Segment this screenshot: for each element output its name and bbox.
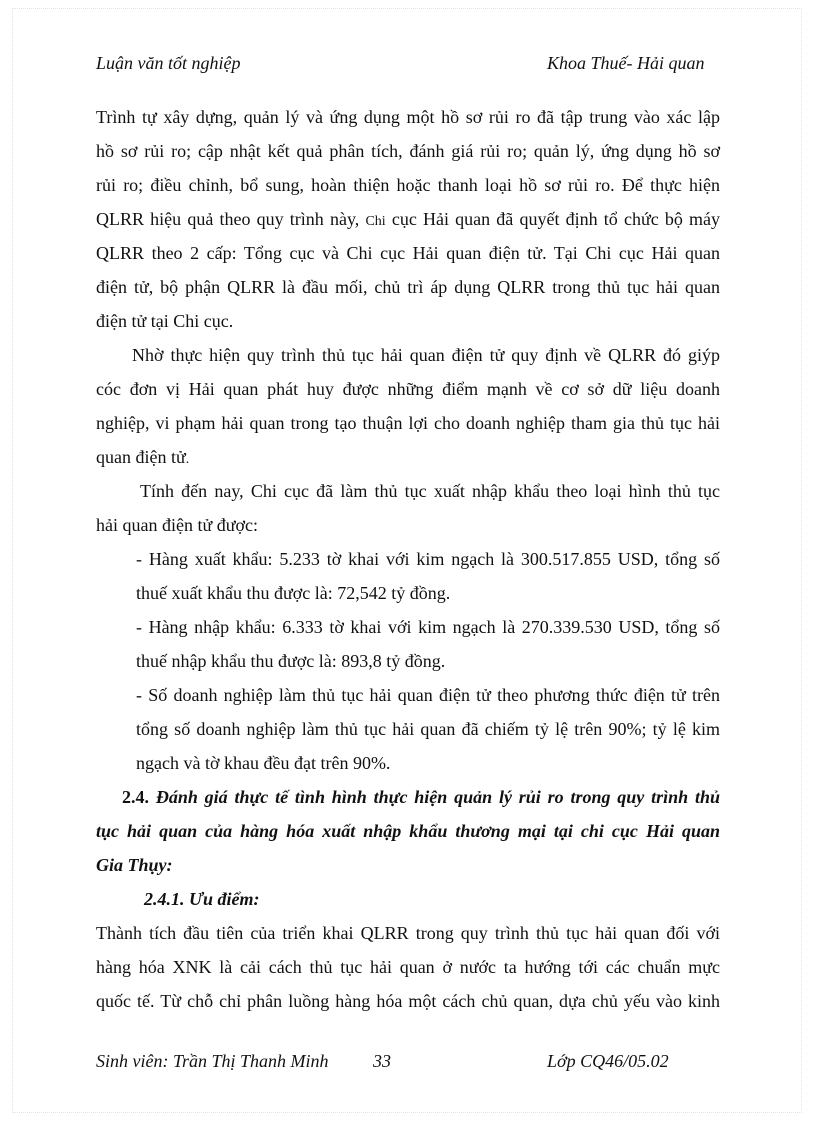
section-title-line: tục hải quan của hàng hóa xuất nhập khẩu thương mại tại chi cục Hải quan bbox=[96, 821, 720, 841]
bullet-line: thuế nhập khẩu thu được là: 893,8 tỷ đồng. bbox=[136, 651, 446, 671]
text-line: Thành tích đầu tiên của triển khai QLRR trong quy trình thủ tục hải quan đối với bbox=[96, 923, 720, 943]
text-line: điện tử tại Chi cục. bbox=[96, 311, 234, 331]
text-line: Trình tự xây dựng, quản lý và ứng dụng một hồ sơ rủi ro đã tập trung vào xác lập bbox=[96, 107, 720, 127]
footer-student-name: Sinh viên: Trần Thị Thanh Minh bbox=[96, 1051, 329, 1071]
bullet-line: - Hàng nhập khẩu: 6.333 tờ khai với kim ngạch là 270.339.530 USD, tổng số bbox=[136, 617, 720, 637]
text-line: quốc tế. Từ chỗ chỉ phân luồng hàng hóa một cách chủ quan, dựa chủ yếu vào kinh bbox=[96, 991, 720, 1011]
bullet-line: ngạch và tờ khau đều đạt trên 90%. bbox=[136, 753, 391, 773]
text-segment: quan điện tử bbox=[96, 447, 186, 467]
text-line: hàng hóa XNK là cải cách thủ tục hải quan ở nước ta hướng tới các chuẩn mực bbox=[96, 957, 720, 977]
footer-page-number: 33 bbox=[373, 1051, 391, 1071]
text-line: nghiệp, vi phạm hải quan trong tạo thuận lợi cho doanh nghiệp tham gia thủ tục hải bbox=[96, 413, 720, 433]
footer-class-code: Lớp CQ46/05.02 bbox=[547, 1051, 669, 1071]
text-line: Tính đến nay, Chi cục đã làm thủ tục xuất nhập khẩu theo loại hình thủ tục bbox=[140, 481, 720, 501]
section-number: 2.4. bbox=[122, 787, 149, 807]
text-line bbox=[96, 202, 720, 236]
text-segment: QLRR hiệu quả theo quy trình này, bbox=[96, 209, 360, 229]
section-heading-2-4 bbox=[96, 780, 720, 814]
text-line: cóc đơn vị Hải quan phát huy được những điểm mạnh về cơ sở dữ liệu doanh bbox=[96, 379, 720, 399]
text-line bbox=[96, 440, 720, 474]
text-segment-small: Chi bbox=[365, 214, 386, 229]
text-line: Nhờ thực hiện quy trình thủ tục hải quan điện tử quy định về QLRR đó giýp bbox=[132, 345, 720, 365]
section-title: Đánh giá thực tế tình hình thực hiện quản lý rủi ro trong quy trình thủ bbox=[155, 787, 720, 807]
document-body bbox=[96, 100, 720, 1018]
header-faculty-label: Khoa Thuế- Hải quan bbox=[547, 53, 705, 73]
text-segment-small: . bbox=[185, 452, 190, 467]
header-thesis-label: Luận văn tốt nghiệp bbox=[96, 53, 241, 73]
bullet-line: tổng số doanh nghiệp làm thủ tục hải quan đã chiếm tỷ lệ trên 90%; tỷ lệ kim bbox=[136, 719, 720, 739]
text-segment: cục Hải quan đã quyết định tổ chức bộ máy bbox=[391, 209, 721, 229]
text-line: rủi ro; điều chỉnh, bổ sung, hoàn thiện hoặc thanh loại hồ sơ rủi ro. Để thực hiện bbox=[96, 175, 720, 195]
bullet-line: - Hàng xuất khẩu: 5.233 tờ khai với kim ngạch là 300.517.855 USD, tổng số bbox=[136, 549, 720, 569]
bullet-line: - Số doanh nghiệp làm thủ tục hải quan điện tử theo phương thức điện tử trên bbox=[136, 685, 720, 705]
subsection-heading-2-4-1: 2.4.1. Ưu điểm: bbox=[144, 889, 260, 909]
text-line: điện tử, bộ phận QLRR là đầu mối, chủ trì áp dụng QLRR trong thủ tục hải quan bbox=[96, 277, 720, 297]
text-line: hải quan điện tử được: bbox=[96, 515, 258, 535]
text-line: QLRR theo 2 cấp: Tổng cục và Chi cục Hải quan điện tử. Tại Chi cục Hải quan bbox=[96, 243, 720, 263]
text-line: hồ sơ rủi ro; cập nhật kết quả phân tích, đánh giá rủi ro; quản lý, ứng dụng hồ sơ bbox=[96, 141, 720, 161]
section-title-line: Gia Thụy: bbox=[96, 855, 173, 875]
bullet-line: thuế xuất khẩu thu được là: 72,542 tỷ đồng. bbox=[136, 583, 451, 603]
